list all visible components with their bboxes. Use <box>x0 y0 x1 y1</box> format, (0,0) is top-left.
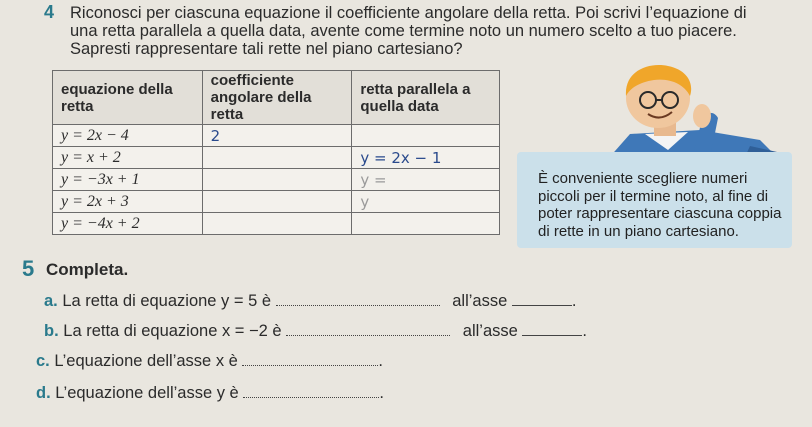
table-row <box>53 191 500 213</box>
equations-table <box>52 70 500 235</box>
fill-item: b. La retta di equazione x = −2 è all’asse . <box>44 322 587 340</box>
item-mid-text: all’asse <box>462 322 518 340</box>
fill-item: c. L’equazione dell’asse x è . <box>36 352 384 370</box>
item-letter: a. <box>44 292 58 310</box>
tip-line: di rette in un piano cartesiano. <box>538 222 739 240</box>
item-letter: d. <box>36 384 51 402</box>
parallel-cell[interactable]: y <box>352 191 500 213</box>
header-equation: equazione della retta <box>53 71 203 125</box>
answer-blank[interactable] <box>286 322 450 336</box>
tip-line: piccoli per il termine noto, al fine di <box>538 187 769 205</box>
answer-blank[interactable] <box>242 352 378 366</box>
slope-cell[interactable] <box>202 191 352 213</box>
table-header-row <box>53 71 500 125</box>
slope-cell[interactable] <box>202 169 352 191</box>
table-row <box>53 147 500 169</box>
tip-text <box>538 170 782 240</box>
header-parallel: retta parallela a quella data <box>352 71 500 125</box>
item-mid-text: all’asse <box>452 292 508 310</box>
parallel-cell[interactable]: y = 2x − 1 <box>352 147 500 169</box>
exercise-number: 5 <box>22 256 35 281</box>
fill-item: a. La retta di equazione y = 5 è all’asse . <box>44 292 577 310</box>
item-letter: b. <box>44 322 59 340</box>
parallel-cell[interactable] <box>352 213 500 235</box>
item-letter: c. <box>36 352 50 370</box>
slope-cell[interactable] <box>202 147 352 169</box>
tip-line: È conveniente scegliere numeri <box>538 170 748 187</box>
slope-cell[interactable]: 2 <box>202 125 352 147</box>
slope-cell[interactable] <box>202 213 352 235</box>
instruction-line-2: una retta parallela a quella data, avente come termine noto un numero scelto a tuo piacere. <box>70 22 737 40</box>
fill-item: d. L’equazione dell’asse y è . <box>36 384 384 402</box>
equation-cell: y = 2x + 3 <box>53 191 203 213</box>
table-row <box>53 213 500 235</box>
item-text: La retta di equazione x = −2 è <box>63 322 282 340</box>
equation-cell: y = −3x + 1 <box>53 169 203 191</box>
table-row <box>53 169 500 191</box>
answer-blank[interactable] <box>276 292 440 306</box>
item-text: La retta di equazione y = 5 è <box>62 292 272 310</box>
parallel-cell[interactable] <box>352 125 500 147</box>
answer-blank[interactable] <box>512 292 572 306</box>
equation-cell: y = −4x + 2 <box>53 213 203 235</box>
instruction-line-1: Riconosci per ciascuna equazione il coefficiente angolare della retta. Poi scrivi l’equazione di <box>70 4 747 22</box>
instruction-line-3: Sapresti rappresentare tali rette nel piano cartesiano? <box>70 40 463 58</box>
answer-blank[interactable] <box>522 322 582 336</box>
item-text: L’equazione dell’asse x è <box>54 352 238 370</box>
exercise-title: Completa. <box>46 260 129 279</box>
equation-cell: y = 2x − 4 <box>53 125 203 147</box>
answer-blank[interactable] <box>243 384 379 398</box>
tip-line: poter rappresentare ciascuna coppia <box>538 205 782 222</box>
parallel-cell[interactable]: y = <box>352 169 500 191</box>
item-text: L’equazione dell’asse y è <box>55 384 239 402</box>
equation-cell: y = x + 2 <box>53 147 203 169</box>
table-row <box>53 125 500 147</box>
exercise-number: 4 <box>44 2 55 22</box>
header-slope: coefficiente angolare della retta <box>202 71 352 125</box>
